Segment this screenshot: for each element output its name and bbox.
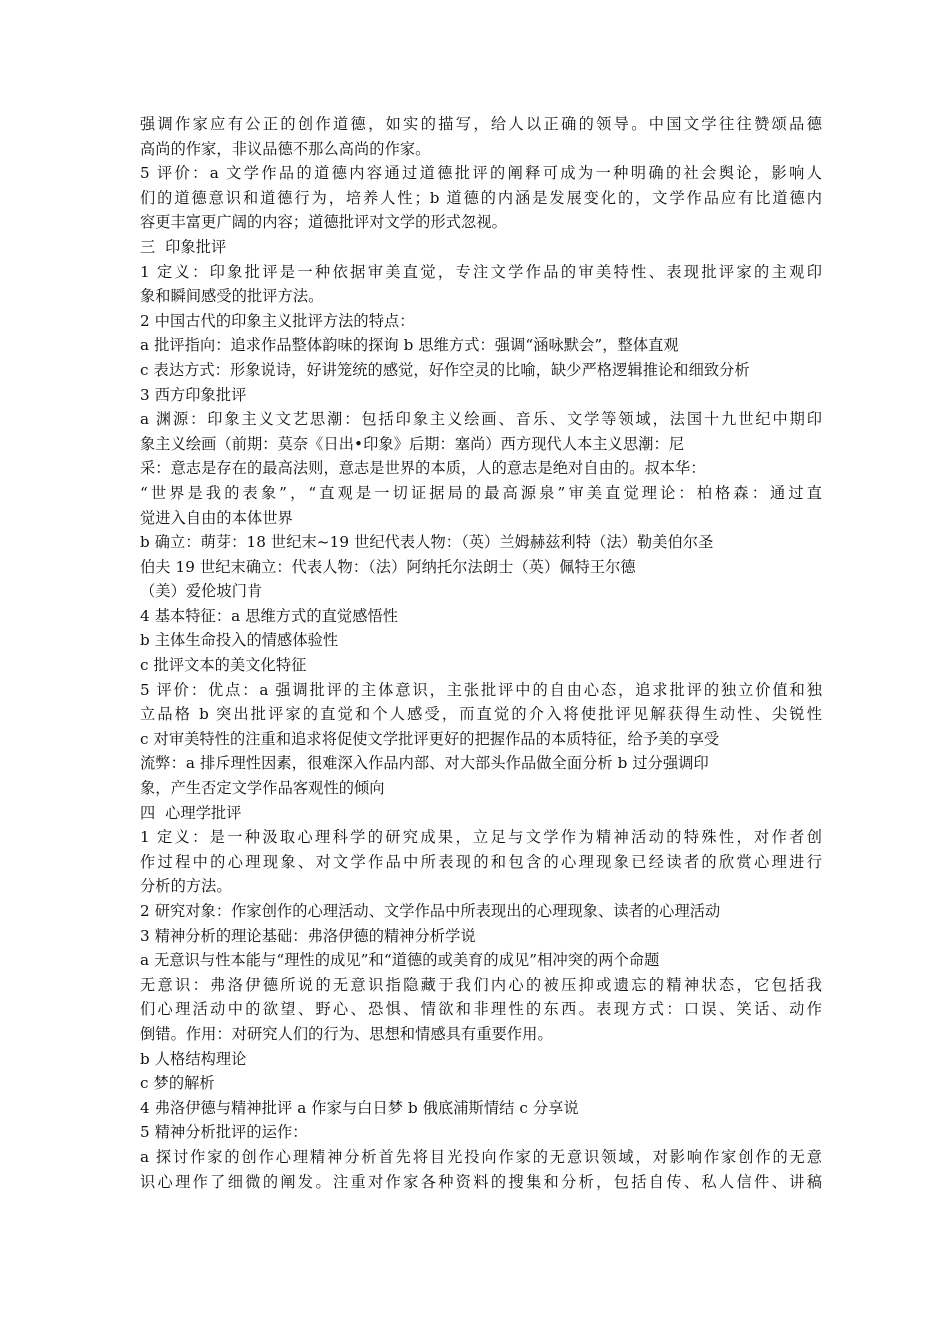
text-line: 作过程中的心理现象、对文学作品中所表现的和包含的心理现象已经读者的欣赏心理进行 [140, 852, 822, 871]
text-line: 分析的方法。 [140, 877, 232, 896]
text-line: 们的道德意识和道德行为，培养人性；b 道德的内涵是发展变化的，文学作品应有比道德内 [140, 188, 822, 207]
text-line: （美）爱伦坡门肯 [140, 582, 263, 601]
text-line: “世界是我的表象”，“直观是一切证据局的最高源泉”审美直觉理论：柏格森：通过直 [140, 483, 822, 502]
text-line: 四 心理学批评 [140, 803, 242, 822]
text-line: c 对审美特性的注重和追求将促使文学批评更好的把握作品的本质特征，给予美的享受 [140, 729, 720, 748]
text-line: 强调作家应有公正的创作道德，如实的描写，给人以正确的领导。中国文学往往赞颂品德 [140, 115, 822, 133]
text-line: 4 基本特征：a 思维方式的直觉感悟性 [140, 606, 399, 625]
text-line: b 人格结构理论 [140, 1049, 247, 1068]
text-line: c 梦的解析 [140, 1074, 215, 1093]
text-line: b 确立：萌芽：18 世纪末~19 世纪代表人物：（英）兰姆赫兹利特（法）勒美伯尔圣 [140, 533, 714, 552]
text-line: 象，产生否定文学作品客观性的倾向 [140, 779, 385, 798]
text-line: 们心理活动中的欲望、野心、恐惧、情欲和非理性的东西。表现方式：口误、笑话、动作 [140, 1000, 822, 1019]
text-line: 5 评价：优点：a 强调批评的主体意识，主张批评中的自由心态，追求批评的独立价值和独 [140, 680, 822, 699]
text-line: 容更丰富更广阔的内容；道德批评对文学的形式忽视。 [140, 213, 507, 232]
text-line: 1 定义：是一种汲取心理科学的研究成果，立足与文学作为精神活动的特殊性，对作者创 [140, 828, 822, 847]
text-line: 4 弗洛伊德与精神批评 a 作家与白日梦 b 俄底浦斯情结 c 分享说 [140, 1098, 579, 1117]
text-line: 采：意志是存在的最高法则，意志是世界的本质，人的意志是绝对自由的。叔本华： [140, 459, 706, 478]
text-line: 3 西方印象批评 [140, 385, 247, 404]
text-line: 3 精神分析的理论基础：弗洛伊德的精神分析学说 [140, 926, 476, 945]
text-line: 无意识：弗洛伊德所说的无意识指隐藏于我们内心的被压抑或遗忘的精神状态，它包括我 [140, 975, 822, 994]
text-line: c 批评文本的美文化特征 [140, 656, 307, 675]
text-line: 觉进入自由的本体世界 [140, 508, 293, 527]
text-line: 高尚的作家，非议品德不那么高尚的作家。 [140, 139, 431, 158]
text-line: a 批评指向：追求作品整体韵味的探询 b 思维方式：强调“涵咏默会”，整体直观 [140, 336, 679, 355]
text-line: 5 评价：a 文学作品的道德内容通过道德批评的阐释可成为一种明确的社会舆论，影响人 [140, 164, 822, 183]
text-line: b 主体生命投入的情感体验性 [140, 631, 339, 650]
text-line: 立品格 b 突出批评家的直觉和个人感受，而直觉的介入将使批评见解获得生动性、尖锐性 [140, 705, 822, 724]
text-line: 倒错。作用：对研究人们的行为、思想和情感具有重要作用。 [140, 1024, 553, 1043]
text-line: 2 中国古代的印象主义批评方法的特点： [140, 311, 415, 330]
text-line: a 渊源：印象主义文艺思潮：包括印象主义绘画、音乐、文学等领域，法国十九世纪中期印 [140, 410, 822, 429]
text-line: 象主义绘画（前期：莫奈《日出•印象》后期：塞尚）西方现代人本主义思潮：尼 [140, 434, 685, 453]
text-line: 伯夫 19 世纪末确立：代表人物：（法）阿纳托尔法朗士（英）佩特王尔德 [140, 557, 636, 576]
text-line: 2 研究对象：作家创作的心理活动、文学作品中所表现出的心理现象、读者的心理活动 [140, 902, 721, 920]
text-line: 三 印象批评 [140, 237, 227, 256]
text-line: 5 精神分析批评的运作： [140, 1123, 308, 1142]
text-line: c 表达方式：形象说诗，好讲笼统的感觉，好作空灵的比喻，缺少严格逻辑推论和细致分析 [140, 360, 750, 379]
text-line: 识心理作了细微的阐发。注重对作家各种资料的搜集和分析，包括自传、私人信件、讲稿 [140, 1172, 822, 1191]
text-line: 流弊：a 排斥理性因素，很难深入作品内部、对大部头作品做全面分析 b 过分强调印 [140, 754, 709, 773]
text-line: a 探讨作家的创作心理精神分析首先将目光投向作家的无意识领域，对影响作家创作的无意 [140, 1147, 822, 1166]
text-line: 象和瞬间感受的批评方法。 [140, 287, 324, 306]
text-line: a 无意识与性本能与“理性的成见”和“道德的或美育的成见”相冲突的两个命题 [140, 951, 660, 970]
document-body-text [140, 112, 822, 1194]
text-line: 1 定义：印象批评是一种依据审美直觉，专注文学作品的审美特性、表现批评家的主观印 [140, 262, 822, 281]
